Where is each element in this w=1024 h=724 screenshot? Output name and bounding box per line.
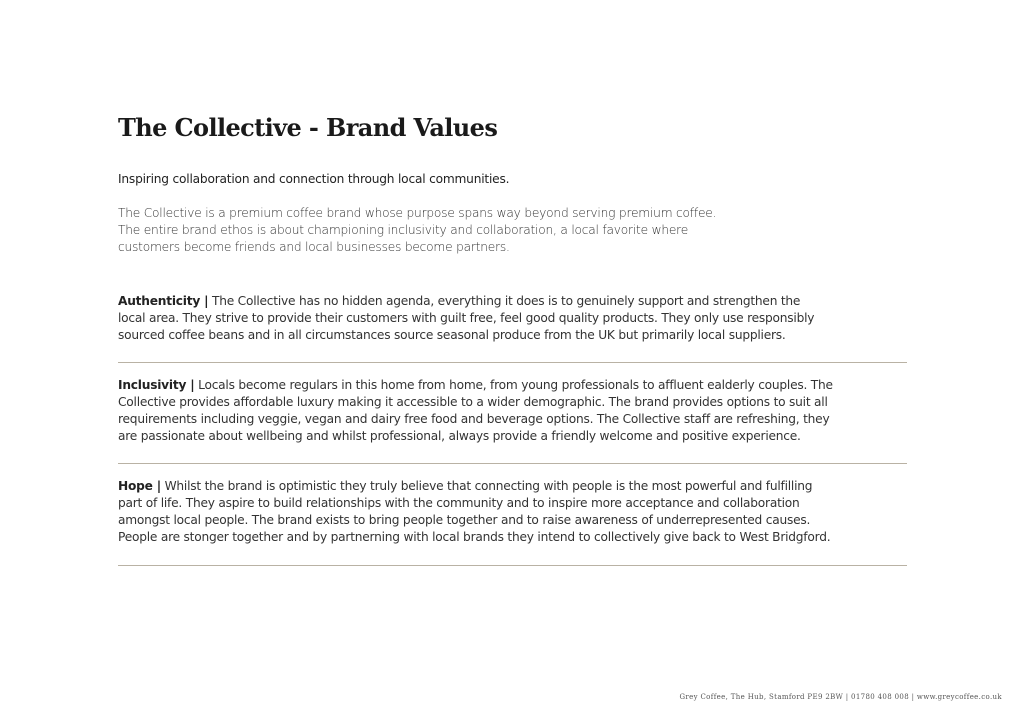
- value-authenticity: [118, 293, 908, 344]
- value-text: Whilst the brand is optimistic they truly believe that connecting with people is the most powerful and fulfilling: [160, 479, 813, 493]
- value-line: [118, 478, 908, 495]
- value-name: Hope |: [118, 479, 161, 493]
- value-line: amongst local people. The brand exists to bring people together and to raise awareness of underrepresented causes.: [118, 513, 811, 527]
- value-line: [118, 293, 908, 310]
- value-line: [118, 377, 908, 394]
- value-line: requirements including veggie, vegan and dairy free food and beverage options. The Collective staff are refreshing, they: [118, 412, 830, 426]
- value-text: Locals become regulars in this home from home, from young professionals to affluent ealderly couples. The: [194, 378, 833, 392]
- value-name: Inclusivity |: [118, 378, 195, 392]
- value-line: sourced coffee beans and in all circumstances source seasonal produce from the UK but primarily local suppliers.: [118, 328, 786, 342]
- section-divider: [118, 565, 907, 566]
- intro-paragraph: [118, 205, 908, 256]
- value-inclusivity: [118, 377, 908, 445]
- footer-contact: Grey Coffee, The Hub, Stamford PE9 2BW | 01780 408 008 | www.greycoffee.co.uk: [679, 693, 1002, 701]
- value-line: part of life. They aspire to build relationships with the community and to inspire more acceptance and collaboration: [118, 496, 800, 510]
- section-divider: [118, 463, 907, 464]
- value-hope: [118, 478, 908, 546]
- intro-line: customers become friends and local businesses become partners.: [118, 240, 510, 254]
- page-title: The Collective - Brand Values: [118, 113, 498, 142]
- value-line: Collective provides affordable luxury making it accessible to a wider demographic. The brand provides options to suit all: [118, 395, 828, 409]
- value-text: The Collective has no hidden agenda, everything it does is to genuinely support and strengthen the: [208, 294, 801, 308]
- intro-line: The entire brand ethos is about championing inclusivity and collaboration, a local favorite where: [118, 223, 688, 237]
- tagline: Inspiring collaboration and connection through local communities.: [118, 172, 510, 186]
- value-name: Authenticity |: [118, 294, 209, 308]
- value-line: are passionate about wellbeing and whilst professional, always provide a friendly welcome and positive experience.: [118, 429, 801, 443]
- value-line: local area. They strive to provide their customers with guilt free, feel good quality products. They only use responsibly: [118, 311, 815, 325]
- section-divider: [118, 362, 907, 363]
- value-line: People are stonger together and by partnerning with local brands they intend to collectively give back to West Bridgford.: [118, 530, 831, 544]
- intro-line: The Collective is a premium coffee brand whose purpose spans way beyond serving premium coffee.: [118, 206, 717, 220]
